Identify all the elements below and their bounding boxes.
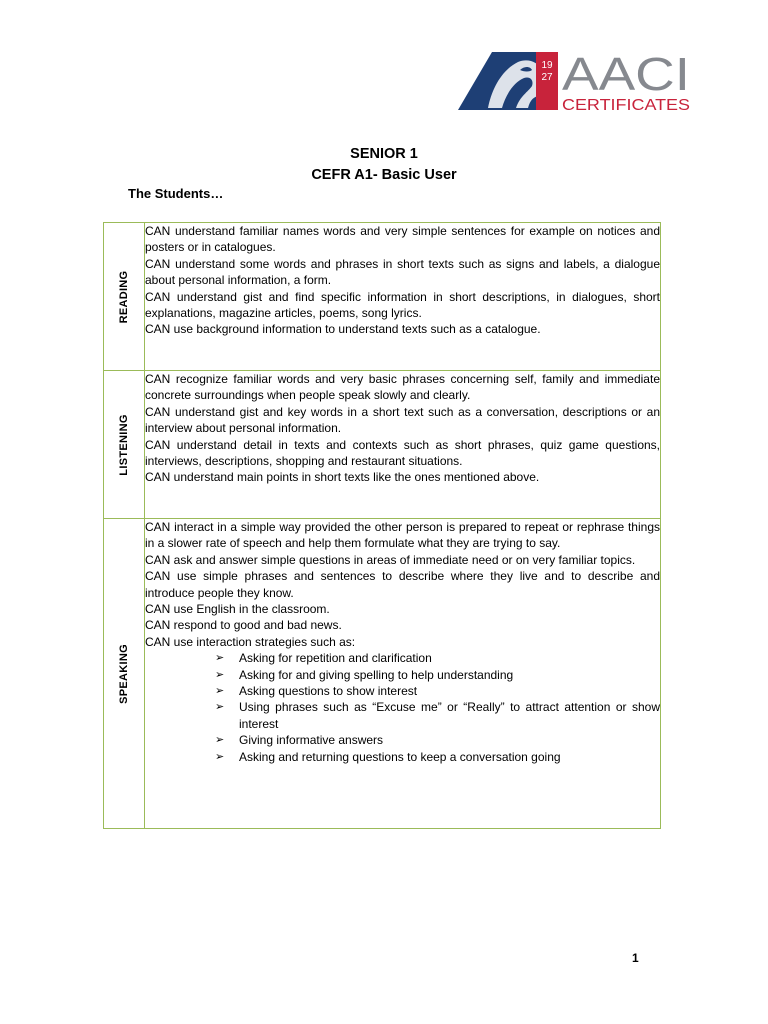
logo-subtitle: CERTIFICATES <box>562 97 690 114</box>
speaking-item: CAN ask and answer simple questions in areas of immediate need or on very familiar topics. <box>145 552 636 567</box>
reading-content <box>145 223 661 371</box>
listening-row <box>104 371 661 519</box>
reading-item: CAN understand some words and phrases in short texts such as signs and labels, a dialogue about personal information, a form. <box>145 256 660 288</box>
strategy-item <box>215 699 660 732</box>
speaking-item: CAN interact in a simple way provided the other person is prepared to repeat or rephrase things in a slower rate of speech and help them formulate what they are trying to say. <box>145 520 660 551</box>
listening-content <box>145 371 661 519</box>
strategy-text: Using phrases such as “Excuse me” or “Really” to attract attention or show interest <box>239 700 660 731</box>
cefr-title: CEFR A1- Basic User <box>311 167 457 183</box>
listening-label-cell <box>104 371 145 519</box>
listening-item: CAN understand detail in texts and contexts such as short phrases, quiz game questions, interviews, descriptions, shopping and restaurant situations. <box>145 437 660 469</box>
speaking-label-cell <box>104 519 145 829</box>
strategy-item <box>215 749 660 765</box>
strategy-text: Asking for and giving spelling to help understanding <box>239 667 514 682</box>
arrow-bullet-icon: ➢ <box>215 652 225 665</box>
level-title: SENIOR 1 <box>350 146 418 162</box>
arrow-bullet-icon: ➢ <box>215 750 225 763</box>
strategy-item <box>215 650 660 666</box>
speaking-item: CAN use simple phrases and sentences to describe where they live and to describe and introduce people they know. <box>145 569 660 600</box>
speaking-item: CAN respond to good and bad news. <box>145 618 342 633</box>
arrow-bullet-icon: ➢ <box>215 668 225 681</box>
logo-wordmark: AACI <box>562 48 690 100</box>
listening-item: CAN understand main points in short texts like the ones mentioned above. <box>145 470 540 485</box>
reading-item: CAN understand gist and find specific information in short descriptions, in dialogues, short explanations, magazine articles, poems, song lyrics. <box>145 289 660 321</box>
strategy-item <box>215 667 660 683</box>
reading-label-cell <box>104 223 145 371</box>
reading-row <box>104 223 661 371</box>
strategy-text: Asking and returning questions to keep a conversation going <box>239 749 561 764</box>
speaking-row <box>104 519 661 829</box>
listening-item: CAN understand gist and key words in a short text such as a conversation, descriptions or an interview about personal information. <box>145 404 660 436</box>
strategy-item <box>215 683 660 699</box>
reading-label: READING <box>118 270 130 323</box>
strategy-text: Asking for repetition and clarification <box>239 651 432 666</box>
skills-table <box>103 222 661 829</box>
speaking-item: CAN use interaction strategies such as: <box>145 634 356 649</box>
intro-text: The Students… <box>128 186 224 201</box>
reading-item: CAN use background information to understand texts such as a catalogue. <box>145 322 541 337</box>
reading-item: CAN understand familiar names words and very simple sentences for example on notices and posters or in catalogues. <box>145 224 660 255</box>
arrow-bullet-icon: ➢ <box>215 685 225 698</box>
speaking-content <box>145 519 661 829</box>
arrow-bullet-icon: ➢ <box>215 734 225 747</box>
aaci-logo <box>458 48 694 114</box>
strategy-item <box>215 732 660 748</box>
logo-year-top: 19 <box>541 60 553 71</box>
speaking-item: CAN use English in the classroom. <box>145 602 330 617</box>
strategy-list <box>145 650 660 765</box>
speaking-label: SPEAKING <box>118 643 130 704</box>
strategy-text: Asking questions to show interest <box>239 684 418 699</box>
page-number: 1 <box>632 951 639 965</box>
listening-label: LISTENING <box>118 413 130 476</box>
logo-year-bottom: 27 <box>541 72 553 83</box>
arrow-bullet-icon: ➢ <box>215 701 225 714</box>
listening-item: CAN recognize familiar words and very basic phrases concerning self, family and immediate concrete surroundings when people speak slowly and clearly. <box>145 372 660 403</box>
strategy-text: Giving informative answers <box>239 733 384 748</box>
